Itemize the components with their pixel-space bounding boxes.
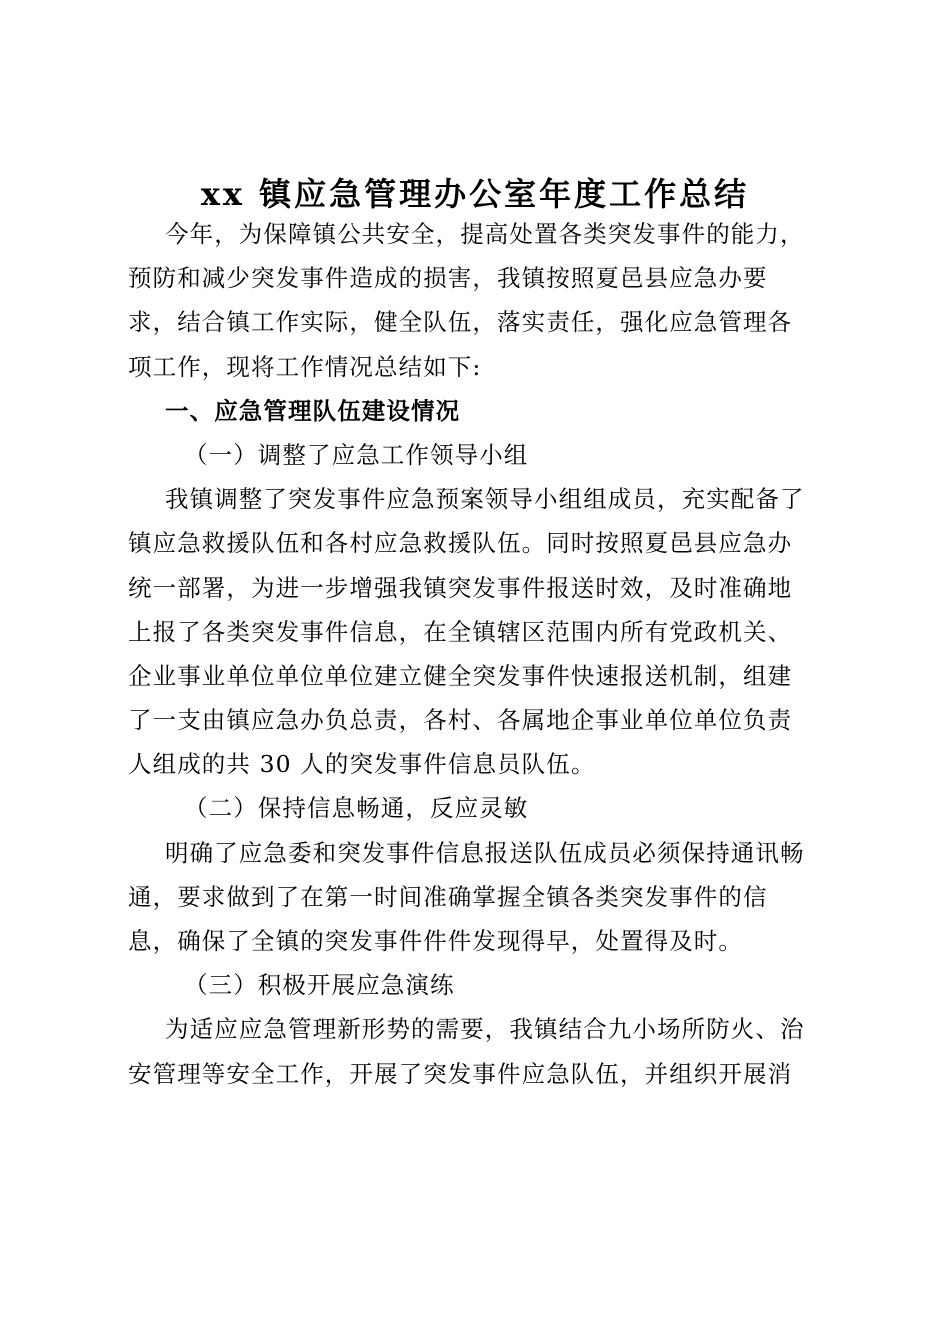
section-heading: 一、应急管理队伍建设情况: [165, 396, 461, 425]
paragraph-line: 了一支由镇应急办负总责，各村、各属地企事业单位单位负责: [128, 706, 793, 735]
paragraph-line: 通，要求做到了在第一时间准确掌握全镇各类突发事件的信: [128, 882, 768, 911]
paragraph-line: 镇应急救援队伍和各村应急救援队伍。同时按照夏邑县应急办: [128, 529, 793, 558]
paragraph-line: 统一部署，为进一步增强我镇突发事件报送时效，及时准确地: [128, 573, 793, 602]
document-title: xx 镇应急管理办公室年度工作总结: [200, 175, 750, 213]
paragraph-line: 求，结合镇工作实际，健全队伍，落实责任，强化应急管理各: [128, 308, 793, 337]
subsection-heading: （二）保持信息畅通，反应灵敏: [184, 794, 529, 823]
paragraph-line: 企业事业单位单位单位建立健全突发事件快速报送机制，组建: [128, 661, 793, 690]
paragraph-line: 为适应应急管理新形势的需要，我镇结合九小场所防火、治: [165, 1015, 805, 1044]
paragraph-line: 人组成的共 30 人的突发事件信息员队伍。: [128, 750, 596, 779]
document-body: [128, 212, 828, 1096]
paragraph-line: 上报了各类突发事件信息，在全镇辖区范围内所有党政机关、: [128, 617, 793, 646]
paragraph-line: 息，确保了全镇的突发事件件件发现得早，处置得及时。: [128, 927, 743, 955]
paragraph-line: 项工作，现将工作情况总结如下:: [128, 352, 482, 381]
paragraph-line: 预防和减少突发事件造成的损害，我镇按照夏邑县应急办要: [128, 264, 768, 293]
paragraph-line: 我镇调整了突发事件应急预案领导小组组成员，充实配备了: [165, 485, 805, 514]
paragraph-line: 今年，为保障镇公共安全，提高处置各类突发事件的能力，: [165, 220, 805, 248]
subsection-heading: （三）积极开展应急演练: [184, 971, 455, 1000]
subsection-heading: （一）调整了应急工作领导小组: [184, 440, 529, 469]
paragraph-line: 明确了应急委和突发事件信息报送队伍成员必须保持通讯畅: [165, 838, 805, 867]
paragraph-line: 安管理等安全工作，开展了突发事件应急队伍，并组织开展消: [128, 1059, 793, 1088]
